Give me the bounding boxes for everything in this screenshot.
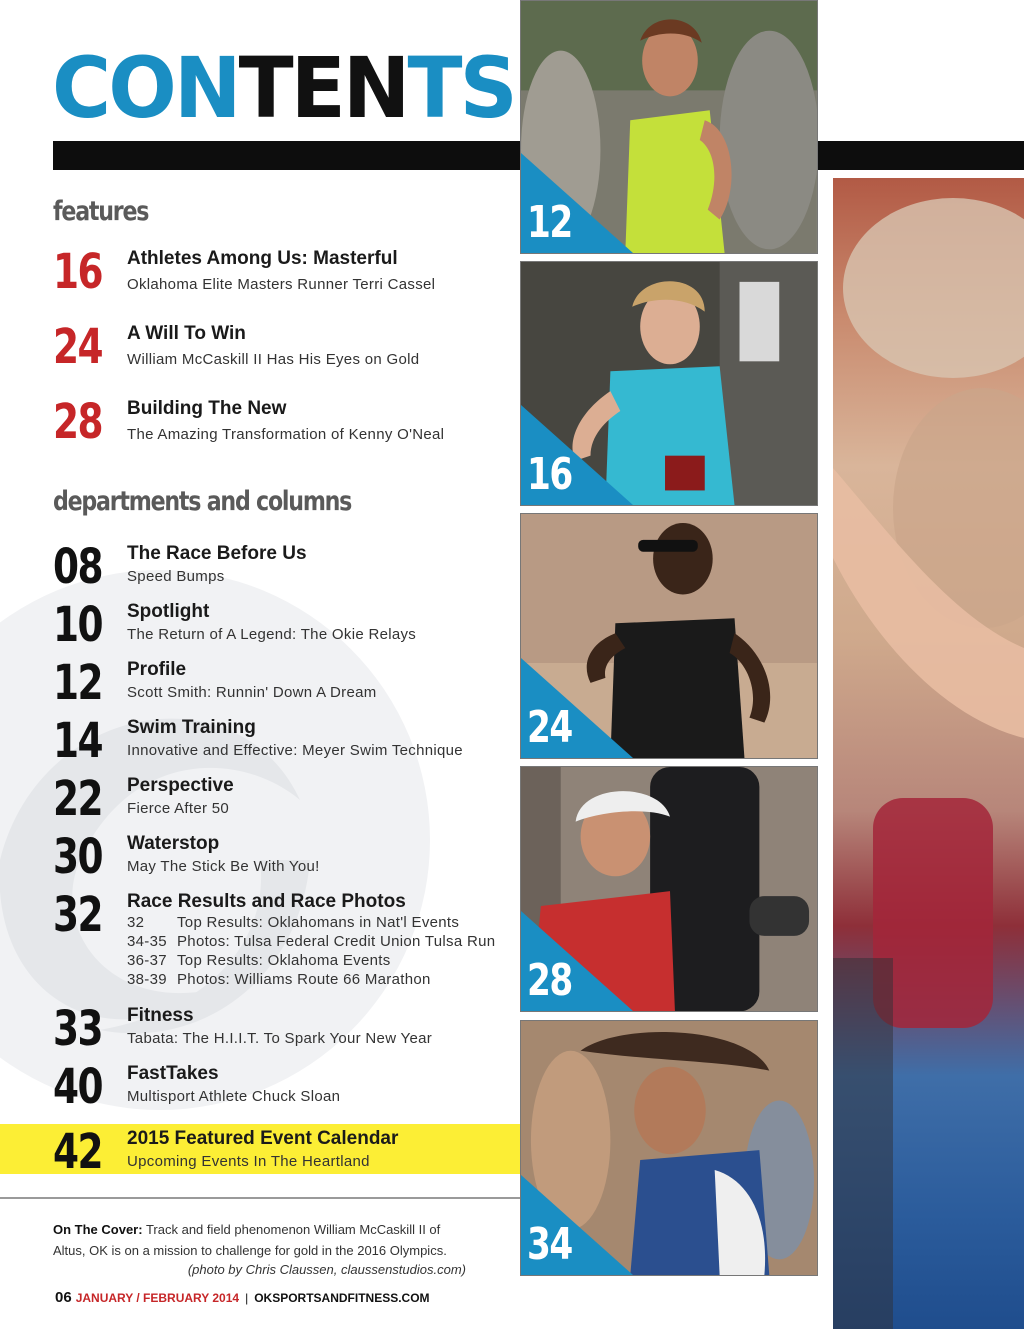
sublist-pages: 36-37: [127, 952, 167, 969]
article-subtitle: Oklahoma Elite Masters Runner Terri Cassel: [127, 276, 436, 293]
article-subtitle: The Amazing Transformation of Kenny O'Neal: [127, 426, 445, 443]
article-subtitle: The Return of A Legend: The Okie Relays: [127, 626, 417, 643]
article-title: Spotlight: [127, 601, 210, 622]
page-number: 32: [53, 887, 102, 943]
page-number: 12: [53, 655, 102, 711]
cover-note-label: On The Cover:: [53, 1222, 143, 1237]
cover-photo: [833, 178, 1024, 1329]
page-number: 14: [53, 713, 102, 769]
page-number: 28: [53, 394, 102, 450]
article-title: Fitness: [127, 1005, 194, 1026]
sublist-desc: Top Results: Oklahomans in Nat'l Events: [177, 914, 460, 931]
page-title: [52, 38, 515, 138]
photo-page-number: 28: [527, 955, 572, 1006]
article-title: Swim Training: [127, 717, 256, 738]
article-subtitle: Fierce After 50: [127, 800, 230, 817]
photo-page-number: 12: [527, 197, 572, 248]
photo-page-number: 24: [527, 702, 572, 753]
title-part-con: CON: [52, 39, 239, 137]
cover-note-text: Track and field phenomenon William McCaskill II of Altus, OK is on a mission to challenge for gold in the 2016 Olympics.: [53, 1222, 447, 1258]
photo-tile-34[interactable]: [520, 1020, 818, 1276]
website-link[interactable]: OKSPORTSANDFITNESS.COM: [254, 1291, 430, 1305]
departments-heading: departments and columns: [53, 486, 352, 517]
page-number: 24: [53, 319, 102, 375]
sublist-pages: 38-39: [127, 971, 167, 988]
divider: [0, 1197, 520, 1199]
page-number: 42: [53, 1124, 102, 1180]
issue-date: JANUARY / FEBRUARY 2014: [75, 1291, 240, 1305]
article-title: Perspective: [127, 775, 234, 796]
photo-page-number: 34: [527, 1219, 572, 1270]
article-subtitle: Multisport Athlete Chuck Sloan: [127, 1088, 341, 1105]
photo-tile-16[interactable]: [520, 261, 818, 506]
article-title: A Will To Win: [127, 323, 246, 344]
page-number: 08: [53, 539, 102, 595]
title-part-ts: TS: [407, 39, 515, 137]
photo-tile-24[interactable]: [520, 513, 818, 759]
folio-page-number: 06: [55, 1289, 72, 1306]
page-number: 22: [53, 771, 102, 827]
page-footer: [55, 1289, 430, 1306]
page-number: 33: [53, 1001, 102, 1057]
page-number: 40: [53, 1059, 102, 1115]
article-title: 2015 Featured Event Calendar: [127, 1128, 399, 1149]
article-title: The Race Before Us: [127, 543, 307, 564]
article-title: Building The New: [127, 398, 287, 419]
title-part-ten: TEN: [238, 39, 408, 137]
page-number: 10: [53, 597, 102, 653]
photo-credit: (photo by Chris Claussen, claussenstudios.com): [187, 1262, 466, 1277]
photo-page-number: 16: [527, 449, 572, 500]
article-subtitle: Innovative and Effective: Meyer Swim Technique: [127, 742, 463, 759]
sublist-pages: 32: [127, 914, 145, 931]
article-subtitle: Tabata: The H.I.I.T. To Spark Your New Year: [127, 1030, 433, 1047]
article-subtitle: William McCaskill II Has His Eyes on Gold: [127, 351, 420, 368]
article-subtitle: May The Stick Be With You!: [127, 858, 320, 875]
article-title: FastTakes: [127, 1063, 219, 1084]
article-subtitle: Upcoming Events In The Heartland: [127, 1153, 370, 1170]
article-title: Athletes Among Us: Masterful: [127, 248, 398, 269]
article-subtitle: Speed Bumps: [127, 568, 225, 585]
article-title: Race Results and Race Photos: [127, 891, 406, 912]
footer-separator: |: [245, 1291, 249, 1305]
sublist-desc: Top Results: Oklahoma Events: [177, 952, 391, 969]
article-subtitle: Scott Smith: Runnin' Down A Dream: [127, 684, 377, 701]
photo-tile-28[interactable]: [520, 766, 818, 1012]
article-title: Profile: [127, 659, 187, 680]
features-heading: features: [53, 196, 149, 227]
page-number: 30: [53, 829, 102, 885]
sublist-pages: 34-35: [127, 933, 167, 950]
sublist-desc: Photos: Tulsa Federal Credit Union Tulsa Run: [177, 933, 496, 950]
sublist-desc: Photos: Williams Route 66 Marathon: [177, 971, 431, 988]
photo-tile-12[interactable]: [520, 0, 818, 254]
article-title: Waterstop: [127, 833, 220, 854]
cover-note: [53, 1219, 473, 1261]
page-number: 16: [53, 244, 102, 300]
